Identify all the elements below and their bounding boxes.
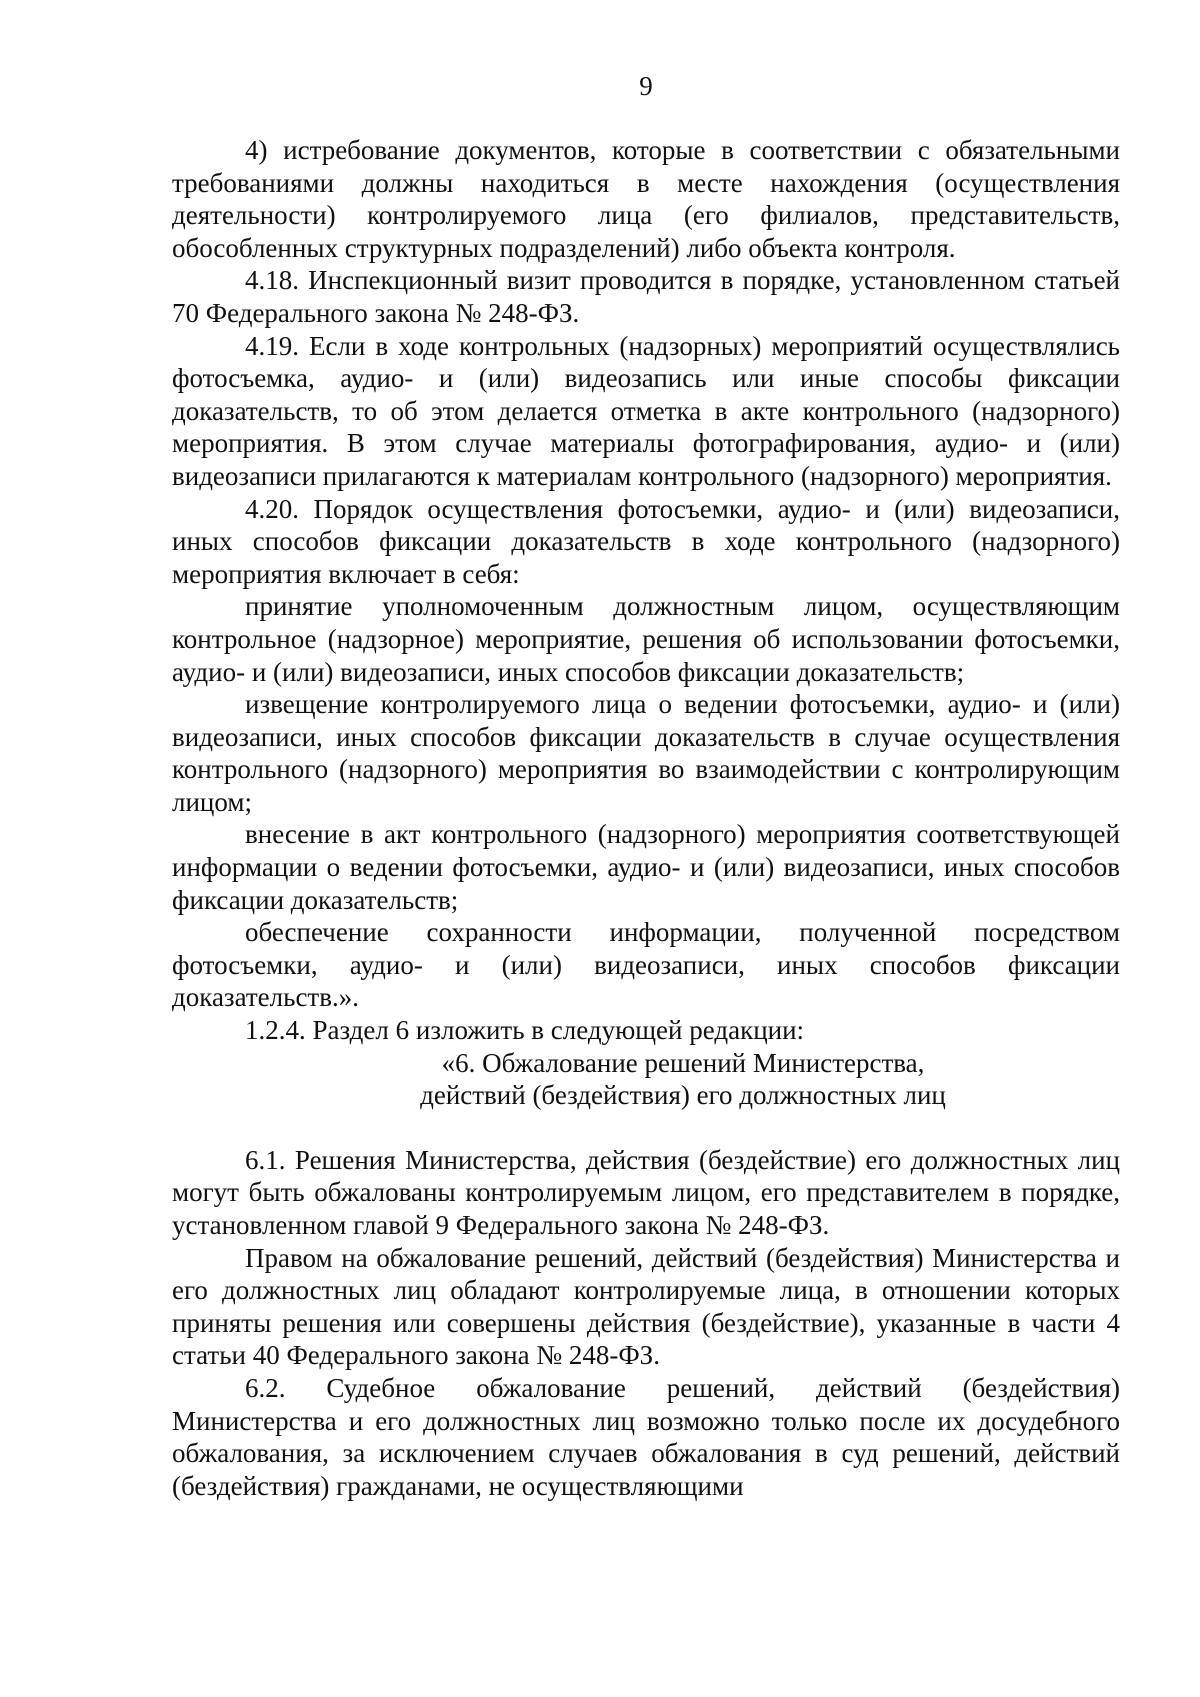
paragraph-6-2: 6.2. Судебное обжалование решений, действий (бездействия) Министерства и его должностных лиц возможно только после их досудебного обжалования, за исключением случаев обжалования в суд решений, действий (бездействия) гражданами, не осуществляющими xyxy=(172,1372,1120,1501)
list-item: обеспечение сохранности информации, полученной посредством фотосъемки, аудио- и (или) видеозаписи, иных способов фиксации доказательств.». xyxy=(172,917,1120,1013)
spacer xyxy=(172,1112,1120,1144)
list-item: внесение в акт контрольного (надзорного) мероприятия соответствующей информации о ведении фотосъемки, аудио- и (или) видеозаписи, иных способов фиксации доказательств; xyxy=(172,819,1120,915)
page-number: 9 xyxy=(639,71,653,101)
paragraph-1-2-4: 1.2.4. Раздел 6 изложить в следующей редакции: xyxy=(245,1015,805,1046)
paragraph-6-1: 6.1. Решения Министерства, действия (бездействие) его должностных лиц могут быть обжалованы контролируемым лицом, его представителем в порядке, установленном главой 9 Федерального закона № 248-ФЗ. xyxy=(172,1144,1120,1240)
section-heading-line-1: «6. Обжалование решений Министерства, xyxy=(441,1047,925,1078)
paragraph-4-19: 4.19. Если в ходе контрольных (надзорных) мероприятий осуществлялись фотосъемка, аудио- и (или) видеозапись или иные способы фиксации доказательств, то об этом делается отметка в акте контрольного (надзорного) мероприятия. В этом случае материалы фотографирования, аудио- и (или) видеозаписи прилагаются к материалам контрольного (надзорного) мероприятия. xyxy=(172,330,1120,491)
paragraph-item-4: 4) истребование документов, которые в соответствии с обязательными требованиями должны находиться в месте нахождения (осуществления деятельности) контролируемого лица (его филиалов, представительств, обособленных структурных подразделений) либо объекта контроля. xyxy=(172,135,1120,263)
paragraph-4-18: 4.18. Инспекционный визит проводится в порядке, установленном статьей 70 Федерального закона № 248-ФЗ. xyxy=(172,265,1120,328)
document-body xyxy=(172,134,1120,1502)
paragraph-4-20: 4.20. Порядок осуществления фотосъемки, аудио- и (или) видеозаписи, иных способов фиксации доказательств в ходе контрольного (надзорного) мероприятия включает в себя: xyxy=(172,493,1120,589)
list-item: принятие уполномоченным должностным лицом, осуществляющим контрольное (надзорное) мероприятие, решения об использовании фотосъемки, аудио- и (или) видеозаписи, иных способов фиксации доказательств; xyxy=(172,591,1120,687)
list-item: извещение контролируемого лица о ведении фотосъемки, аудио- и (или) видеозаписи, иных способов фиксации доказательств в случае осуществления контрольного (надзорного) мероприятия во взаимодействии с контролирующим лицом; xyxy=(172,689,1120,817)
paragraph-right-to-appeal: Правом на обжалование решений, действий (бездействия) Министерства и его должностных лиц обладают контролируемые лица, в отношении которых приняты решения или совершены действия (бездействие), указанные в части 4 статьи 40 Федерального закона № 248-ФЗ. xyxy=(172,1242,1120,1371)
section-heading-line-2: действий (бездействия) его должностных лиц xyxy=(420,1080,946,1111)
document-page xyxy=(172,0,1120,1697)
